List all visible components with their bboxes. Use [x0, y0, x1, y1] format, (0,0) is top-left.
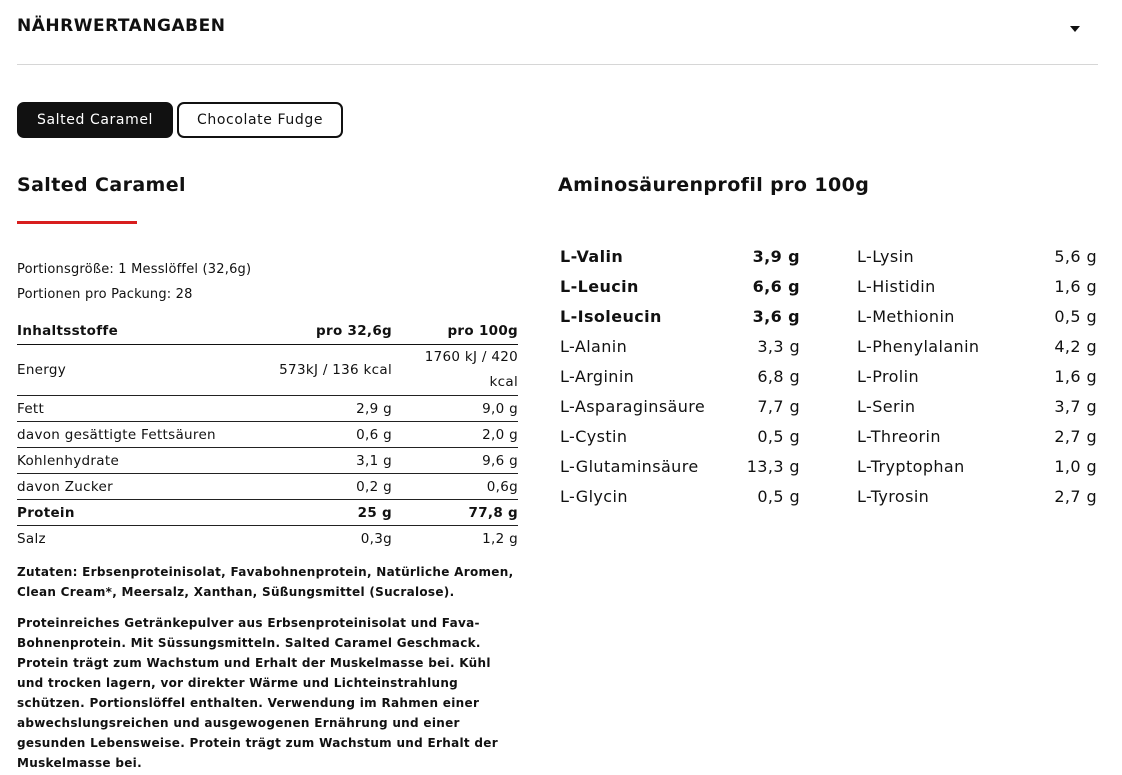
amino-row	[558, 272, 800, 302]
portion-info	[17, 257, 517, 307]
amino-name: L-Phenylalanin	[857, 337, 980, 356]
amino-table	[558, 242, 1098, 512]
nutrition-panel	[17, 174, 517, 773]
amino-value: 2,7 g	[1054, 427, 1097, 446]
amino-row	[558, 422, 800, 452]
portions-per-pack: Portionen pro Packung: 28	[17, 287, 193, 302]
amino-name: L-Leucin	[560, 277, 639, 296]
amino-value: 13,3 g	[746, 457, 800, 476]
tab-chocolate-fudge[interactable]: Chocolate Fudge	[177, 102, 343, 138]
nutrient-per-100g: 1760 kJ / 420 kcal	[392, 345, 518, 396]
nutrient-per-100g: 1,2 g	[482, 530, 518, 547]
amino-name: L-Threorin	[857, 427, 941, 446]
amino-value: 7,7 g	[757, 397, 800, 416]
caret-down-icon[interactable]	[1070, 26, 1080, 32]
column-header: pro 100g	[447, 322, 518, 339]
flavor-tabs	[17, 102, 343, 138]
amino-name: L-Asparaginsäure	[560, 397, 706, 416]
nutrition-section	[17, 0, 1098, 770]
table-header-row	[17, 317, 518, 345]
table-row	[17, 422, 518, 448]
amino-row	[558, 482, 800, 512]
amino-column-left	[558, 242, 800, 512]
amino-value: 1,6 g	[1054, 367, 1097, 386]
amino-value: 3,9 g	[752, 247, 800, 266]
amino-name: L-Serin	[857, 397, 916, 416]
amino-row	[855, 332, 1097, 362]
accent-underline	[17, 221, 137, 224]
amino-row	[855, 422, 1097, 452]
nutrient-name: Fett	[17, 396, 267, 422]
amino-row	[558, 392, 800, 422]
amino-value: 0,5 g	[757, 487, 800, 506]
nutrient-per-100g: 2,0 g	[392, 422, 518, 448]
nutrient-per-100g: 9,0 g	[392, 396, 518, 422]
amino-row	[855, 392, 1097, 422]
amino-row	[855, 242, 1097, 272]
ingredients-text: Zutaten: Erbsenproteinisolat, Favabohnenprotein, Natürliche Aromen, Clean Cream*, Meersalz, Xanthan, Süßungsmittel (Sucralose).	[17, 565, 514, 599]
amino-row	[558, 362, 800, 392]
nutrient-per-100g: 77,8 g	[392, 500, 518, 526]
amino-value: 0,5 g	[1054, 307, 1097, 326]
table-row	[17, 448, 518, 474]
amino-value: 5,6 g	[1054, 247, 1097, 266]
product-title: Salted Caramel	[17, 174, 186, 196]
amino-name: L-Glycin	[560, 487, 628, 506]
amino-row	[558, 242, 800, 272]
amino-name: L-Prolin	[857, 367, 920, 386]
amino-value: 6,8 g	[757, 367, 800, 386]
amino-panel	[558, 174, 1098, 512]
table-row	[17, 345, 518, 396]
amino-column-right	[855, 242, 1097, 512]
amino-row	[558, 332, 800, 362]
amino-title: Aminosäurenprofil pro 100g	[558, 174, 870, 196]
amino-row	[855, 362, 1097, 392]
amino-row	[855, 302, 1097, 332]
table-row	[17, 526, 518, 552]
table-row	[17, 500, 518, 526]
amino-row	[558, 452, 800, 482]
nutrient-name: davon Zucker	[17, 474, 267, 500]
amino-name: L-Methionin	[857, 307, 955, 326]
nutrient-name: Salz	[17, 530, 46, 547]
accordion-header[interactable]	[17, 0, 1098, 65]
amino-name: L-Cystin	[560, 427, 628, 446]
column-header: pro 32,6g	[316, 322, 392, 339]
amino-name: L-Tyrosin	[857, 487, 930, 506]
amino-row	[855, 272, 1097, 302]
amino-value: 1,0 g	[1054, 457, 1097, 476]
amino-name: L-Tryptophan	[857, 457, 965, 476]
amino-row	[558, 302, 800, 332]
amino-value: 3,3 g	[757, 337, 800, 356]
column-header: Inhaltsstoffe	[17, 322, 119, 339]
amino-value: 3,6 g	[752, 307, 800, 326]
nutrient-per-100g: 9,6 g	[392, 448, 518, 474]
amino-value: 3,7 g	[1054, 397, 1097, 416]
amino-name: L-Arginin	[560, 367, 635, 386]
nutrient-per-serving: 0,2 g	[267, 474, 392, 500]
amino-value: 2,7 g	[1054, 487, 1097, 506]
nutrient-per-serving: 3,1 g	[267, 448, 392, 474]
table-row	[17, 396, 518, 422]
amino-name: L-Lysin	[857, 247, 915, 266]
amino-name: L-Histidin	[857, 277, 936, 296]
amino-row	[855, 452, 1097, 482]
nutrient-name: Kohlenhydrate	[17, 448, 267, 474]
nutrient-per-serving: 0,6 g	[267, 422, 392, 448]
accordion-title: NÄHRWERTANGABEN	[17, 16, 226, 36]
nutrition-table	[17, 317, 518, 551]
nutrient-per-serving: 573kJ / 136 kcal	[267, 345, 392, 396]
amino-name: L-Alanin	[560, 337, 628, 356]
nutrient-name: davon gesättigte Fettsäuren	[17, 422, 267, 448]
nutrient-per-serving: 2,9 g	[267, 396, 392, 422]
portion-size: Portionsgröße: 1 Messlöffel (32,6g)	[17, 262, 252, 277]
nutrient-per-100g: 0,6g	[392, 474, 518, 500]
table-row	[17, 474, 518, 500]
amino-value: 6,6 g	[752, 277, 800, 296]
amino-value: 0,5 g	[757, 427, 800, 446]
amino-name: L-Glutaminsäure	[560, 457, 699, 476]
nutrient-per-serving: 0,3g	[360, 530, 392, 547]
amino-name: L-Valin	[560, 247, 624, 266]
amino-name: L-Isoleucin	[560, 307, 662, 326]
nutrient-per-serving: 25 g	[267, 500, 392, 526]
amino-value: 4,2 g	[1054, 337, 1097, 356]
product-description: Proteinreiches Getränkepulver aus Erbsenproteinisolat und Fava-Bohnenprotein. Mit Süssungsmitteln. Salted Caramel Geschmack. Protein trägt zum Wachstum und Erhalt der Muskelmasse bei. Kühl und trocken lagern, vor direkter Wärme und Lichteinstrahlung schützen. Portionslöffel enthalten. Verwendung im Rahmen einer abwechslungsreichen und ausgewogenen Ernährung und einer gesunden Lebensweise. Protein trägt zum Wachstum und Erhalt der Muskelmasse bei.	[17, 616, 498, 770]
amino-row	[855, 482, 1097, 512]
tab-salted-caramel[interactable]: Salted Caramel	[17, 102, 173, 138]
amino-value: 1,6 g	[1054, 277, 1097, 296]
nutrient-name: Energy	[17, 345, 267, 396]
nutrient-name: Protein	[17, 500, 267, 526]
